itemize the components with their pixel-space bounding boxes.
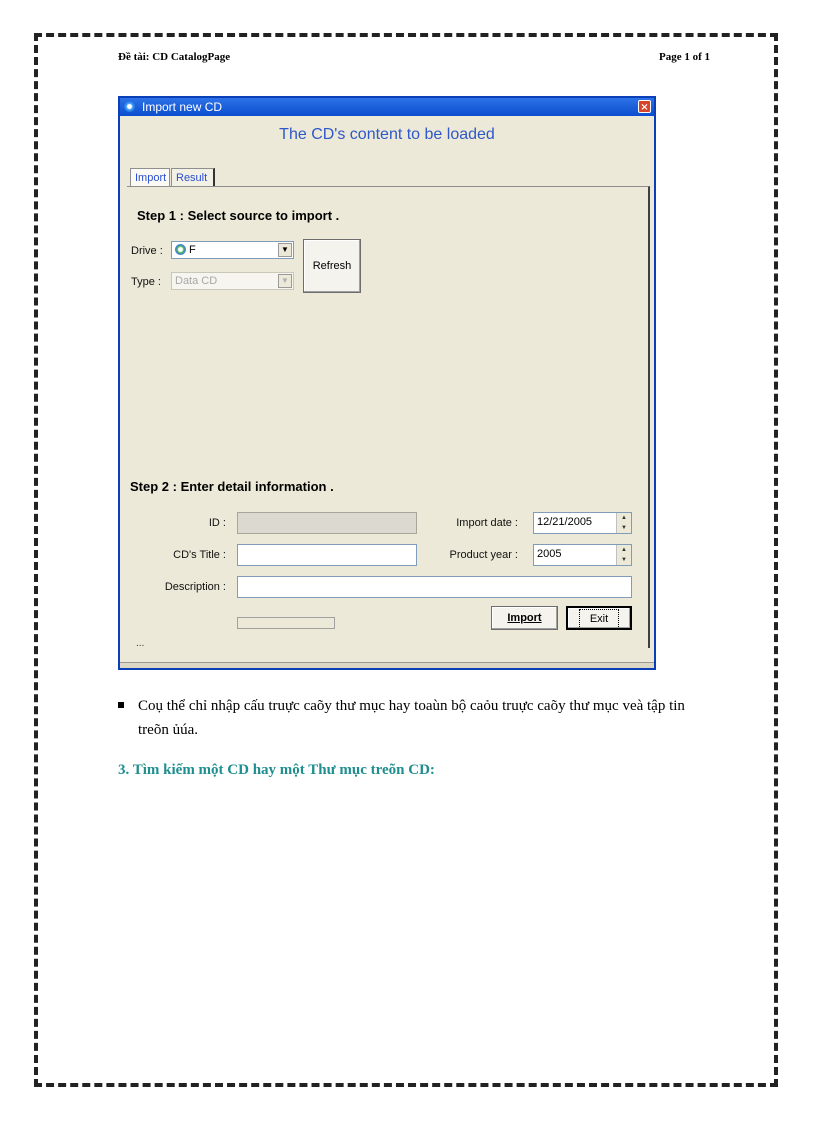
step2-heading: Step 2 : Enter detail information . bbox=[130, 479, 334, 494]
status-bar bbox=[120, 662, 654, 668]
dialog-titlebar[interactable] bbox=[120, 98, 654, 116]
bullet-text: Coụ thể chỉ nhập cấu truực caõy thư mục hay toaùn bộ caỏu truực caõy thư mục veà tập tin treõn ủúa. bbox=[138, 698, 685, 738]
tab-import[interactable]: Import bbox=[130, 168, 170, 186]
refresh-button[interactable]: Refresh bbox=[303, 239, 361, 293]
close-icon[interactable]: × bbox=[638, 100, 651, 113]
type-select[interactable] bbox=[171, 272, 294, 290]
dropdown-arrow-icon: ▼ bbox=[278, 274, 292, 288]
description-field[interactable] bbox=[237, 576, 632, 598]
product-year-spinner[interactable] bbox=[533, 544, 632, 566]
import-date-picker[interactable] bbox=[533, 512, 632, 534]
bullet-item bbox=[118, 694, 718, 742]
dialog-heading: The CD's content to be loaded bbox=[279, 126, 495, 143]
cd-title-field[interactable] bbox=[237, 544, 417, 566]
id-label: ID : bbox=[208, 517, 226, 529]
product-year-value: 2005 bbox=[537, 548, 562, 560]
id-field[interactable] bbox=[237, 512, 417, 534]
product-year-label: Product year : bbox=[449, 549, 518, 561]
cd-icon bbox=[124, 101, 135, 112]
drive-value: F bbox=[189, 244, 196, 256]
page-number: Page 1 of 1 bbox=[658, 51, 710, 63]
import-button[interactable] bbox=[491, 606, 558, 630]
exit-button-label: Exit bbox=[579, 609, 619, 629]
spin-down-icon[interactable]: ▼ bbox=[616, 523, 631, 533]
exit-button[interactable] bbox=[566, 606, 632, 630]
type-label: Type : bbox=[131, 276, 161, 288]
type-value: Data CD bbox=[175, 275, 218, 287]
import-progress-bar bbox=[237, 617, 335, 629]
dialog-title: Import new CD bbox=[142, 100, 223, 114]
drive-select[interactable] bbox=[171, 241, 294, 259]
import-date-value: 12/21/2005 bbox=[537, 516, 593, 528]
status-text: ... bbox=[136, 638, 145, 649]
tab-result[interactable]: Result bbox=[171, 168, 215, 186]
drive-icon bbox=[175, 244, 186, 255]
import-cd-dialog bbox=[118, 96, 656, 670]
import-date-label: Import date : bbox=[456, 517, 518, 529]
spin-down-icon[interactable]: ▼ bbox=[616, 555, 631, 565]
spin-up-icon[interactable]: ▲ bbox=[616, 545, 631, 555]
import-button-label: Import bbox=[507, 612, 542, 624]
section-title: 3. Tìm kiếm một CD hay một Thư mục treõn CD: bbox=[118, 762, 435, 778]
drive-label: Drive : bbox=[131, 245, 163, 257]
step1-heading: Step 1 : Select source to import . bbox=[137, 208, 340, 223]
spin-up-icon[interactable]: ▲ bbox=[616, 513, 631, 523]
description-label: Description : bbox=[164, 581, 226, 593]
cd-title-label: CD's Title : bbox=[173, 549, 226, 561]
document-header-title: Đề tài: CD CatalogPage bbox=[118, 51, 231, 63]
bullet-icon bbox=[118, 702, 124, 708]
dropdown-arrow-icon[interactable]: ▼ bbox=[278, 243, 292, 257]
